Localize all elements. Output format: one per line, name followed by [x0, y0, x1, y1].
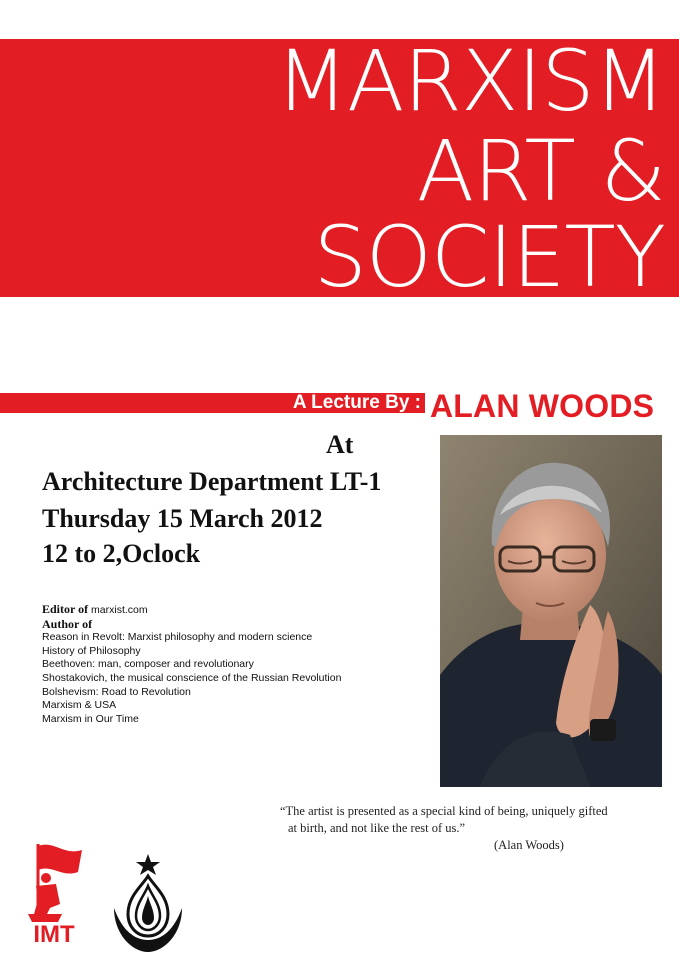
event-time: 12 to 2,Oclock: [42, 539, 201, 568]
title-line-art: ART &: [416, 122, 665, 220]
book-item: Marxism in Our Time: [42, 712, 139, 725]
speaker-portrait: [440, 435, 662, 787]
crescent-star-emblem: [104, 852, 192, 956]
event-at: At: [326, 430, 354, 459]
editor-label: Editor of: [42, 602, 89, 616]
speaker-quote: [280, 803, 672, 854]
book-item: Bolshevism: Road to Revolution: [42, 685, 191, 698]
book-item: Marxism & USA: [42, 699, 117, 712]
book-item: History of Philosophy: [42, 644, 141, 657]
lecture-by-label: A Lecture By :: [292, 392, 421, 413]
quote-line-2: at birth, and not like the rest of us.”: [288, 821, 466, 835]
event-date: Thursday 15 March 2012: [42, 504, 323, 533]
editor-line: [42, 603, 432, 618]
book-item: Reason in Revolt: Marxist philosophy and modern science: [42, 631, 313, 644]
imt-logo-text: IMT: [33, 921, 75, 948]
speaker-bio: [42, 603, 432, 726]
title-banner: [0, 32, 679, 306]
author-label: Author of: [42, 616, 93, 631]
book-item: Beethoven: man, composer and revolutionary: [42, 658, 254, 671]
quote-line-1: “The artist is presented as a special kind of being, uniquely gifted: [280, 804, 608, 818]
title-line-marxism: MARXISM: [275, 32, 665, 130]
imt-flag-logo: [16, 838, 92, 948]
book-item: Shostakovich, the musical conscience of the Russian Revolution: [42, 671, 342, 684]
title-line-society: SOCIETY: [313, 208, 665, 306]
speaker-name: ALAN WOODS: [430, 388, 655, 424]
quote-author: (Alan Woods): [494, 838, 564, 852]
editor-value: marxist.com: [91, 604, 148, 616]
event-venue: Architecture Department LT-1: [42, 467, 382, 496]
